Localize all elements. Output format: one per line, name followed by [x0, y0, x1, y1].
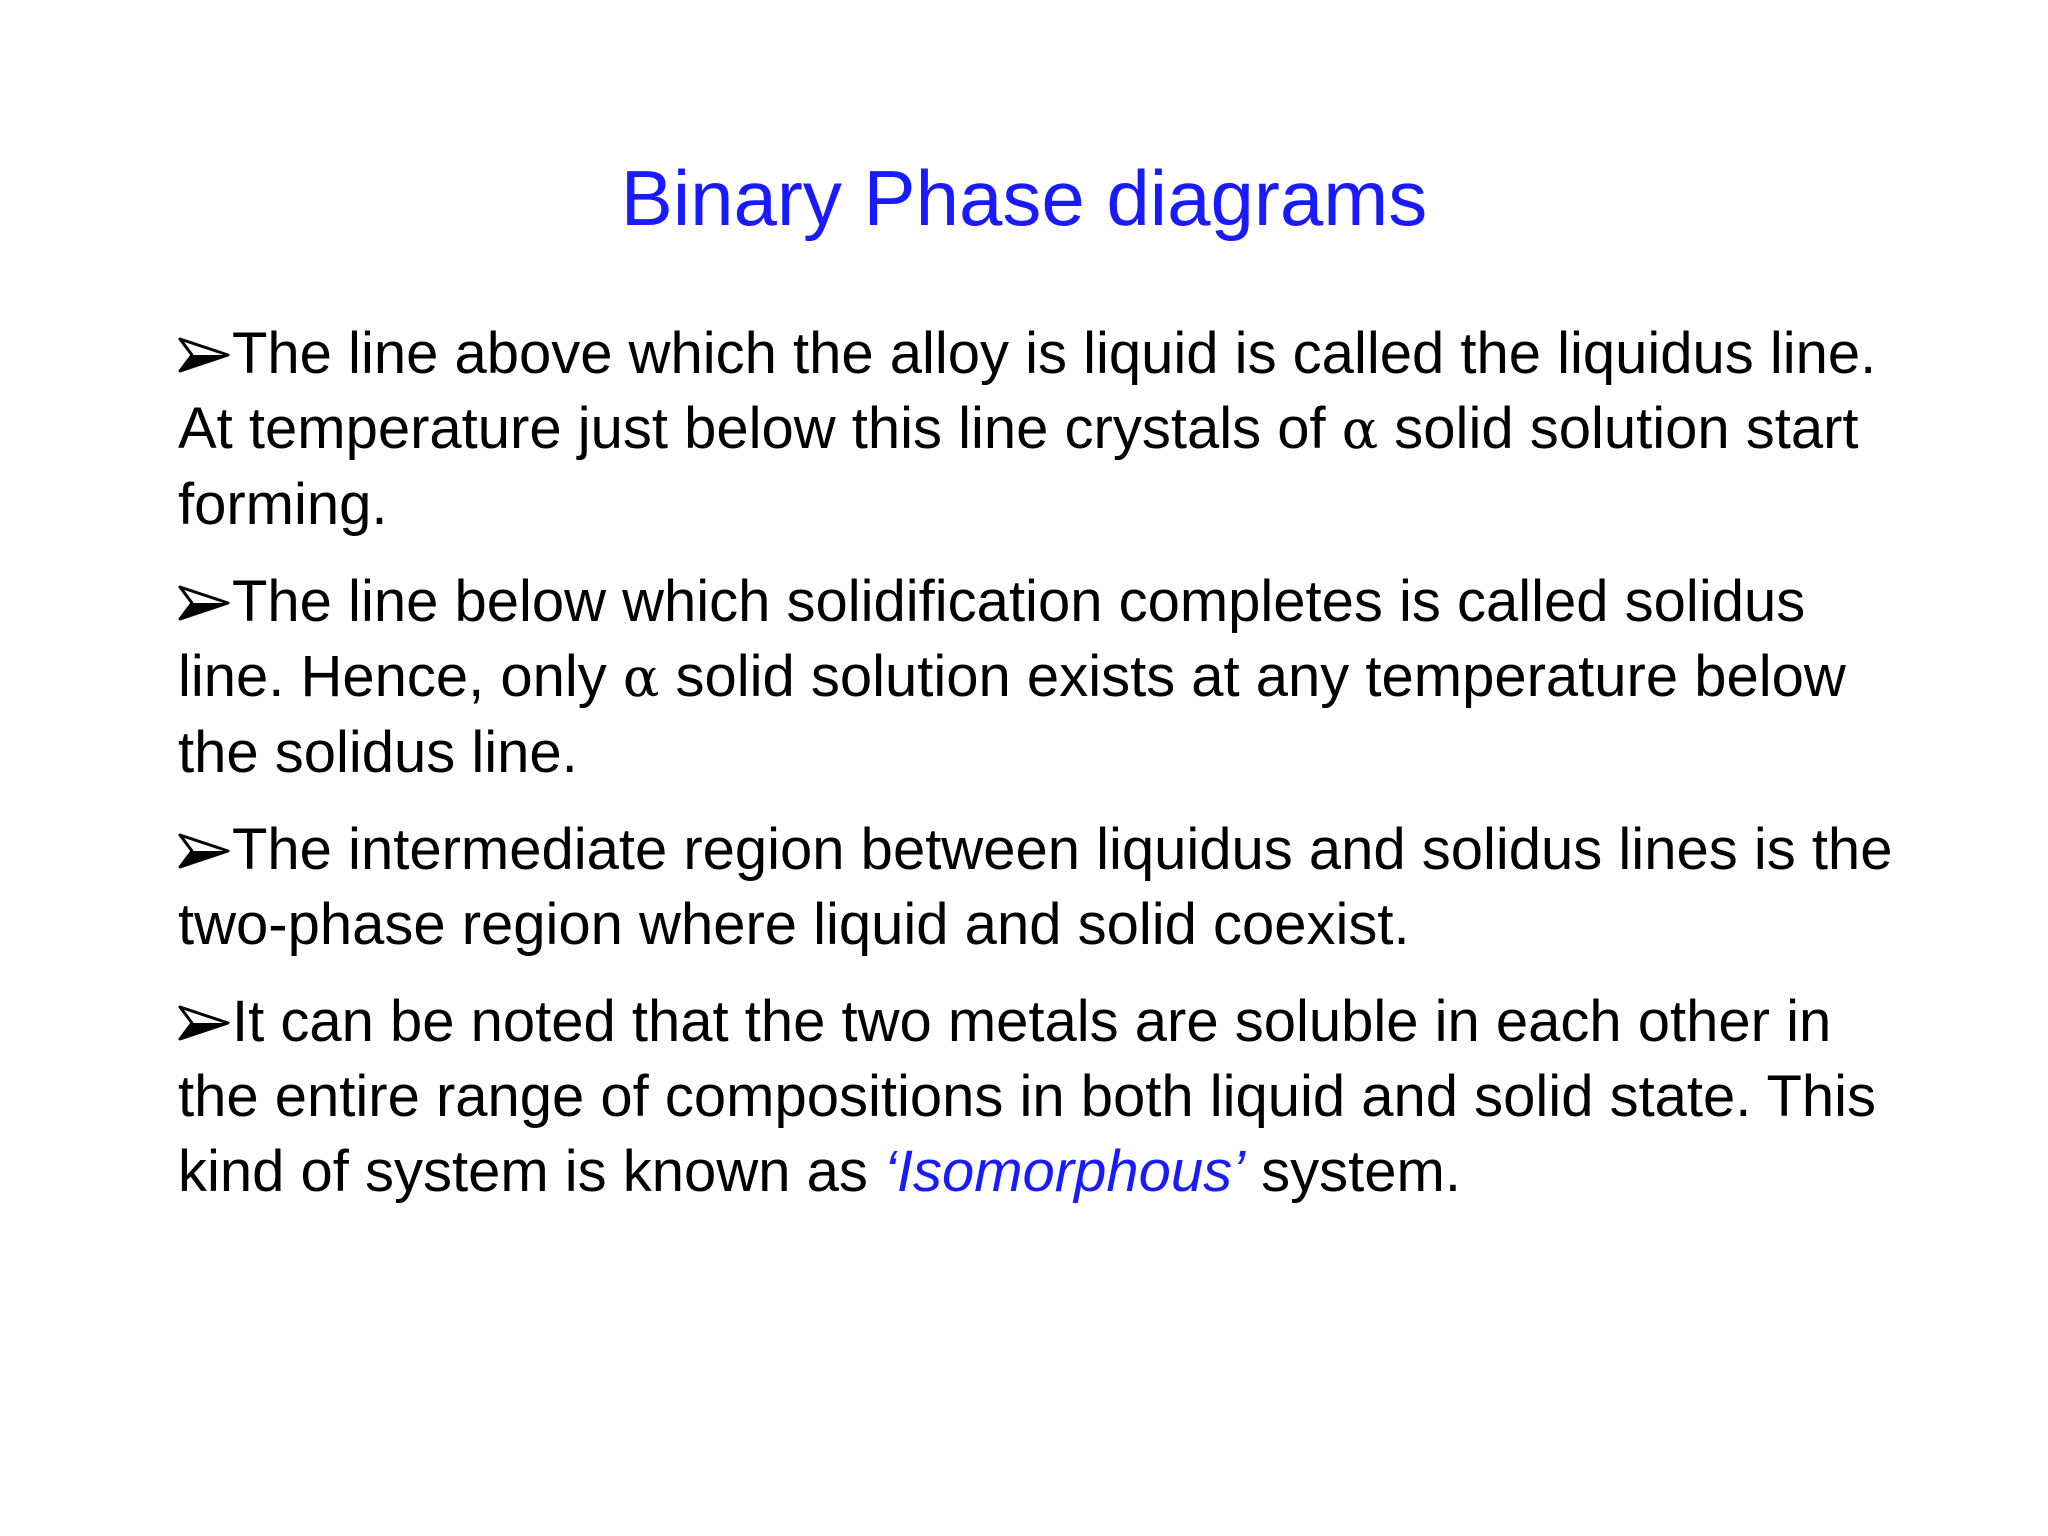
- bullet-text-part: solid solution start forming.: [178, 396, 1859, 537]
- bullet-item-3: [178, 812, 1918, 962]
- slide-title: Binary Phase diagrams: [620, 154, 1428, 242]
- arrowhead-bullet-icon: [178, 335, 230, 375]
- bullet-text-part: system.: [1245, 1139, 1461, 1204]
- alpha-symbol: α: [1341, 398, 1379, 461]
- bullet-item-2: [178, 564, 1918, 790]
- bullet-list: [178, 316, 1918, 1231]
- bullet-text-part: solid solution exists at any temperature below the solidus line.: [178, 644, 1846, 785]
- arrowhead-bullet-icon: [178, 831, 230, 871]
- bullet-text-part: The line above which the alloy is liquid is called the liquidus line. At temperature just below this line crystals of: [178, 321, 1877, 461]
- arrowhead-bullet-icon: [178, 583, 230, 623]
- isomorphous-emphasis: ‘Isomorphous’: [883, 1139, 1246, 1204]
- bullet-item-1: [178, 316, 1918, 542]
- bullet-text-part: It can be noted that the two metals are soluble in each other in the entire range of compositions in both liquid and solid state. This kind of system is known as: [178, 989, 1877, 1204]
- arrowhead-bullet-icon: [178, 1003, 230, 1043]
- bullet-text: The intermediate region between liquidus and solidus lines is the two-phase region where liquid and solid coexist.: [178, 817, 1893, 957]
- bullet-item-4: [178, 984, 1918, 1209]
- bullet-text-part: The line below which solidification completes is called solidus line. Hence, only: [178, 569, 1806, 709]
- alpha-symbol: α: [622, 646, 660, 709]
